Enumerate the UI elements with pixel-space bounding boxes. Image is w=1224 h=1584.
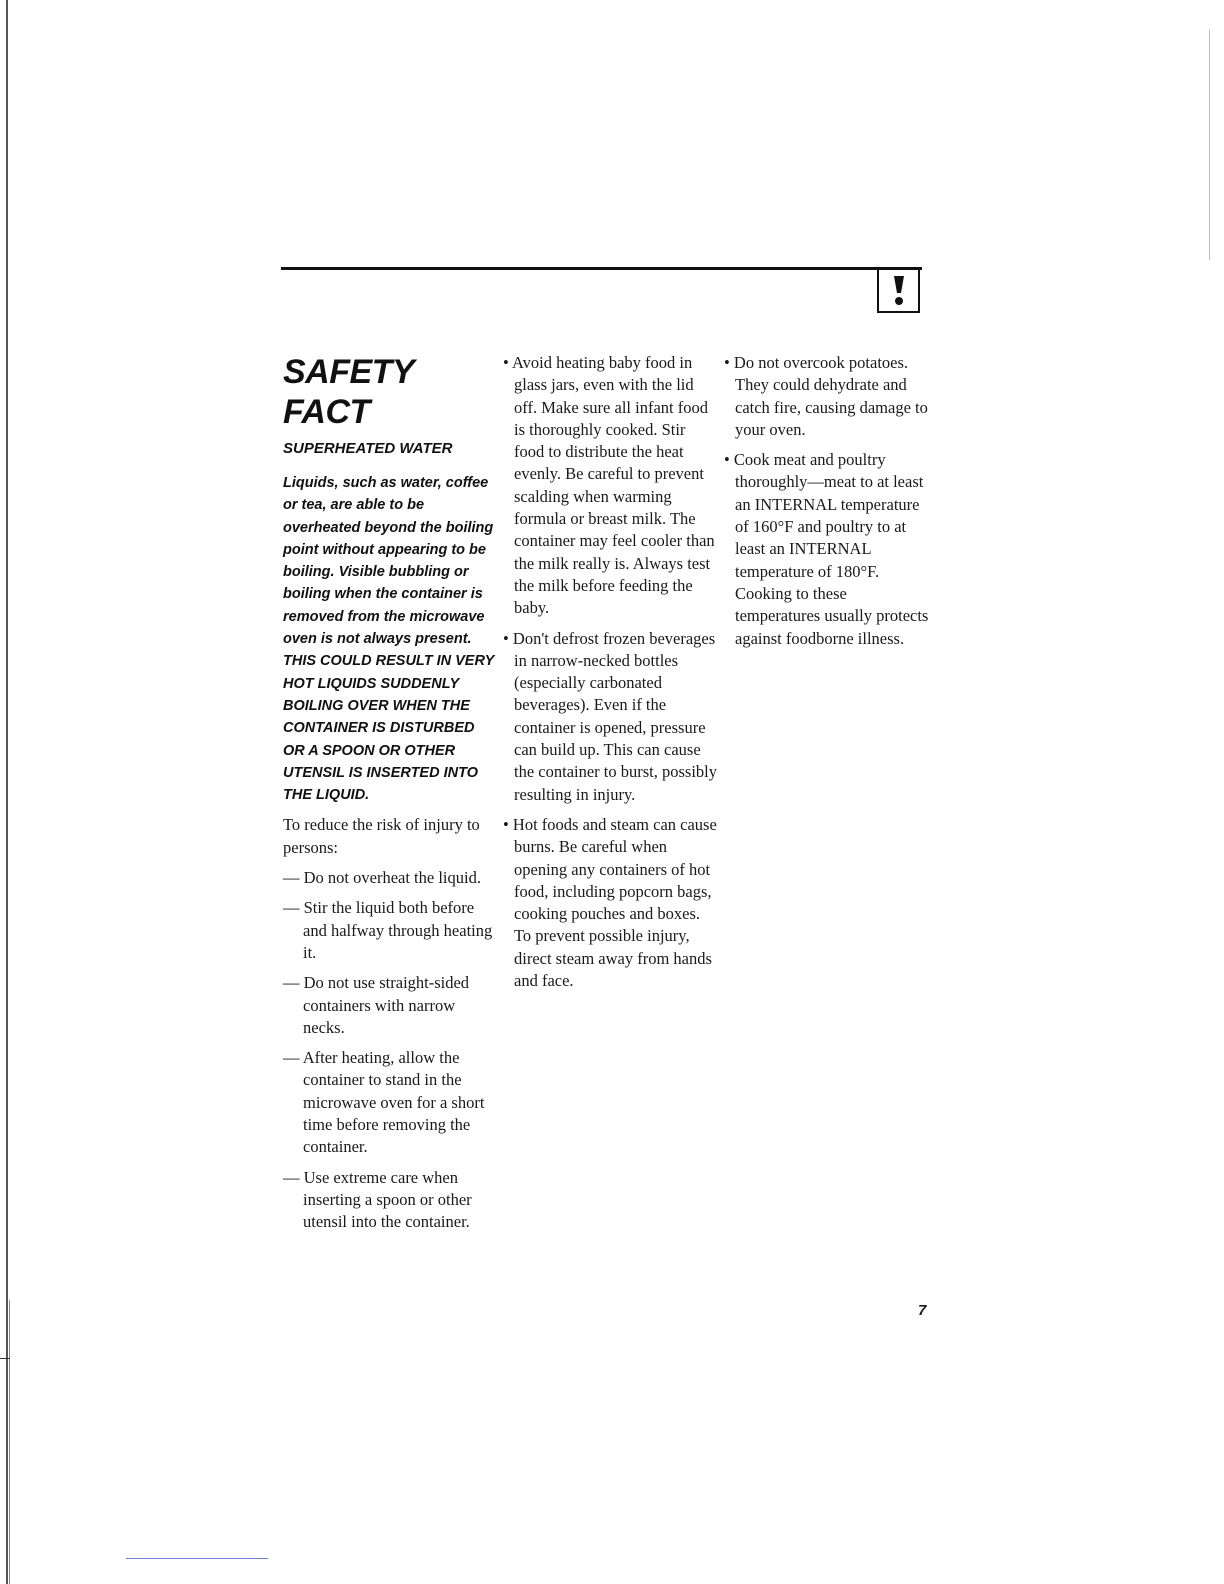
scan-edge-left-inner (9, 1300, 10, 1584)
column-cooking-guidance (724, 352, 934, 658)
scan-edge-bottom (126, 1558, 268, 1559)
list-item: — Do not use straight-sided containers with narrow necks. (283, 973, 470, 1037)
alert-box (877, 270, 920, 313)
scan-tick-mark (0, 1358, 10, 1359)
column-superheated-water (283, 352, 498, 1242)
list-item: • Do not overcook potatoes. They could dehydrate and catch fire, causing damage to your oven. (724, 353, 928, 439)
safety-fact-title: SAFETY FACT (283, 353, 414, 431)
list-item: — Use extreme care when inserting a spoon or other utensil into the container. (283, 1167, 472, 1232)
exclamation-icon (892, 276, 906, 306)
list-item: • Avoid heating baby food in glass jars, even with the lid off. Make sure all infant food is thoroughly cooked. Stir food to distribute the heat evenly. Be careful to prevent scalding when warming formula or breast milk. The container may feel cooler than the milk really is. Always test the milk before feeding the baby. (503, 353, 715, 618)
superheated-warning: Liquids, such as water, coffee or tea, are able to be overheated beyond the boiling point without appearing to be boiling. Visible bubbling or boiling when the container is removed from the microwave oven is not always present. THIS COULD RESULT IN VERY HOT LIQUIDS SUDDENLY BOILING OVER WHEN THE CONTAINER IS DISTURBED OR A SPOON OR OTHER UTENSIL IS INSERTED INTO THE LIQUID. (283, 475, 495, 804)
list-item: — After heating, allow the container to stand in the microwave oven for a short time before removing the container. (283, 1048, 485, 1157)
list-item: — Do not overheat the liquid. (283, 868, 481, 888)
column-baby-food-beverages (503, 352, 718, 1000)
list-item: • Hot foods and steam can cause burns. Be careful when opening any containers of hot food, including popcorn bags, cooking pouches and boxes. To prevent possible injury, direct steam away from hands and face. (503, 814, 717, 991)
scan-edge-left (6, 0, 8, 1584)
list-item: • Cook meat and poultry thoroughly—meat to at least an INTERNAL temperature of 160°F and poultry to at least an INTERNAL temperature of 180°F. Cooking to these temperatures usually protects against foodborne illness. (724, 450, 929, 648)
list-item: — Stir the liquid both before and halfway through heating it. (283, 898, 493, 962)
page-number: 7 (918, 1302, 927, 1319)
header-rule (281, 267, 922, 270)
list-item: • Don't defrost frozen beverages in narrow-necked bottles (especially carbonated beverages). Even if the container is opened, pressure can build up. This can cause the container to burst, possibly resulting in injury. (503, 628, 718, 804)
risk-intro: To reduce the risk of injury to persons: (283, 815, 480, 857)
scan-edge-right (1209, 30, 1210, 260)
section-heading: SUPERHEATED WATER (283, 440, 453, 457)
